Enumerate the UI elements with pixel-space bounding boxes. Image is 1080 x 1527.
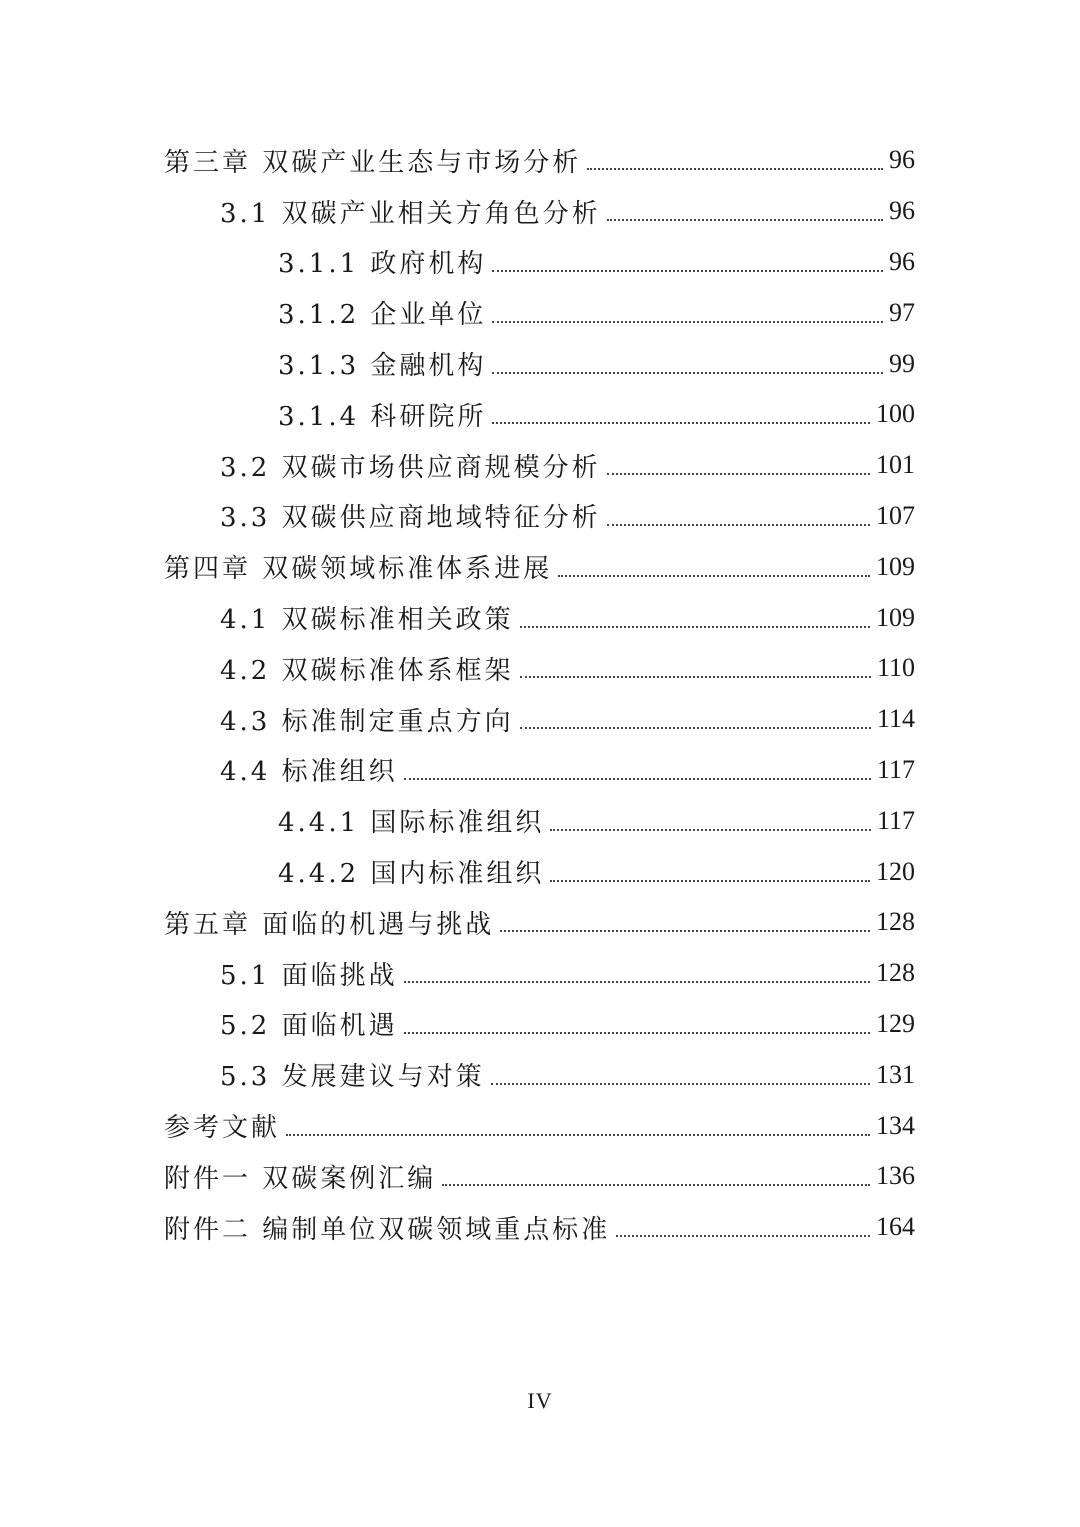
toc-entry-page: 129 [876, 1008, 915, 1038]
toc-entry-page: 96 [889, 246, 915, 276]
toc-entry-label: 第四章 双碳领域标准体系进展 [164, 554, 553, 585]
toc-entry-label: 5.2 面临机遇 [220, 1011, 398, 1042]
toc-dot-leader [558, 575, 870, 577]
toc-entry-3-1[interactable] [0, 186, 1080, 237]
toc-entry-label: 4.1 双碳标准相关政策 [220, 605, 514, 636]
toc-entry-label: 参考文献 [164, 1113, 281, 1144]
toc-entry-page: 107 [876, 500, 915, 530]
table-of-contents [0, 135, 1080, 1253]
toc-entry-label: 4.4.1 国际标准组织 [278, 808, 545, 839]
toc-dot-leader [520, 626, 870, 628]
toc-entry-3-2[interactable] [0, 440, 1080, 491]
toc-entry-label: 4.4.2 国内标准组织 [278, 859, 545, 890]
toc-entry-page: 164 [876, 1212, 915, 1242]
toc-dot-leader [492, 270, 883, 272]
toc-entry-4-3[interactable] [0, 694, 1080, 745]
page-number: IV [527, 1388, 553, 1413]
toc-entry-page: 114 [876, 704, 915, 734]
toc-dot-leader [520, 676, 871, 678]
toc-entry-page: 96 [889, 196, 915, 226]
toc-entry-5-2[interactable] [0, 999, 1080, 1050]
toc-entry-label: 3.1.2 企业单位 [278, 300, 487, 331]
toc-entry-4-4-2[interactable] [0, 846, 1080, 897]
toc-entry-label: 4.4 标准组织 [220, 757, 398, 788]
toc-entry-page: 136 [876, 1161, 915, 1191]
toc-entry-page: 99 [889, 348, 915, 378]
toc-entry-label: 附件二 编制单位双碳领域重点标准 [164, 1214, 611, 1245]
toc-entry-label: 5.3 发展建议与对策 [220, 1062, 485, 1093]
toc-entry-label: 4.2 双碳标准体系框架 [220, 655, 514, 686]
toc-entry-3-1-3[interactable] [0, 338, 1080, 389]
toc-entry-page: 128 [876, 907, 915, 937]
toc-entry-label: 3.1 双碳产业相关方角色分析 [220, 198, 601, 229]
toc-entry-chapter-3[interactable] [0, 135, 1080, 186]
toc-dot-leader [607, 219, 883, 221]
toc-entry-4-4-1[interactable] [0, 795, 1080, 846]
toc-entry-page: 109 [876, 551, 915, 581]
toc-entry-page: 117 [876, 805, 915, 835]
toc-entry-references[interactable] [0, 1100, 1080, 1151]
toc-entry-page: 96 [889, 145, 915, 175]
toc-entry-page: 134 [876, 1110, 915, 1140]
toc-entry-5-3[interactable] [0, 1049, 1080, 1100]
toc-dot-leader [587, 168, 883, 170]
toc-dot-leader [550, 829, 871, 831]
toc-entry-label: 第三章 双碳产业生态与市场分析 [164, 147, 582, 178]
toc-entry-label: 3.2 双碳市场供应商规模分析 [220, 452, 601, 483]
toc-entry-3-1-4[interactable] [0, 389, 1080, 440]
toc-entry-label: 第五章 面临的机遇与挑战 [164, 909, 495, 940]
toc-dot-leader [492, 321, 883, 323]
toc-entry-chapter-4[interactable] [0, 541, 1080, 592]
toc-entry-label: 3.1.4 科研院所 [278, 401, 487, 432]
toc-entry-label: 5.1 面临挑战 [220, 960, 398, 991]
toc-entry-chapter-5[interactable] [0, 897, 1080, 948]
toc-dot-leader [616, 1235, 870, 1237]
toc-dot-leader [404, 778, 871, 780]
toc-entry-page: 101 [876, 450, 915, 480]
toc-entry-3-3[interactable] [0, 491, 1080, 542]
toc-dot-leader [607, 473, 870, 475]
toc-entry-4-1[interactable] [0, 592, 1080, 643]
toc-entry-page: 110 [876, 653, 915, 683]
toc-dot-leader [286, 1134, 870, 1136]
toc-entry-label: 附件一 双碳案例汇编 [164, 1163, 437, 1194]
toc-entry-page: 117 [876, 754, 915, 784]
toc-dot-leader [607, 524, 870, 526]
toc-entry-page: 131 [876, 1059, 915, 1089]
toc-entry-3-1-1[interactable] [0, 237, 1080, 288]
toc-dot-leader [492, 372, 883, 374]
toc-dot-leader [404, 1032, 870, 1034]
toc-dot-leader [492, 422, 870, 424]
toc-dot-leader [520, 727, 871, 729]
toc-entry-label: 3.1.3 金融机构 [278, 351, 487, 382]
toc-entry-label: 3.1.1 政府机构 [278, 249, 487, 280]
toc-entry-appendix-1[interactable] [0, 1151, 1080, 1202]
toc-entry-label: 4.3 标准制定重点方向 [220, 706, 514, 737]
toc-entry-4-4[interactable] [0, 745, 1080, 796]
toc-entry-page: 97 [889, 297, 915, 327]
toc-dot-leader [442, 1184, 870, 1186]
toc-entry-label: 3.3 双碳供应商地域特征分析 [220, 503, 601, 534]
toc-dot-leader [404, 981, 870, 983]
toc-entry-3-1-2[interactable] [0, 287, 1080, 338]
toc-dot-leader [550, 880, 870, 882]
toc-entry-page: 109 [876, 602, 915, 632]
toc-entry-5-1[interactable] [0, 948, 1080, 999]
toc-entry-appendix-2[interactable] [0, 1202, 1080, 1253]
toc-entry-page: 128 [876, 958, 915, 988]
toc-entry-page: 120 [876, 856, 915, 886]
toc-dot-leader [491, 1083, 870, 1085]
toc-dot-leader [500, 930, 870, 932]
toc-entry-page: 100 [876, 399, 915, 429]
toc-entry-4-2[interactable] [0, 643, 1080, 694]
